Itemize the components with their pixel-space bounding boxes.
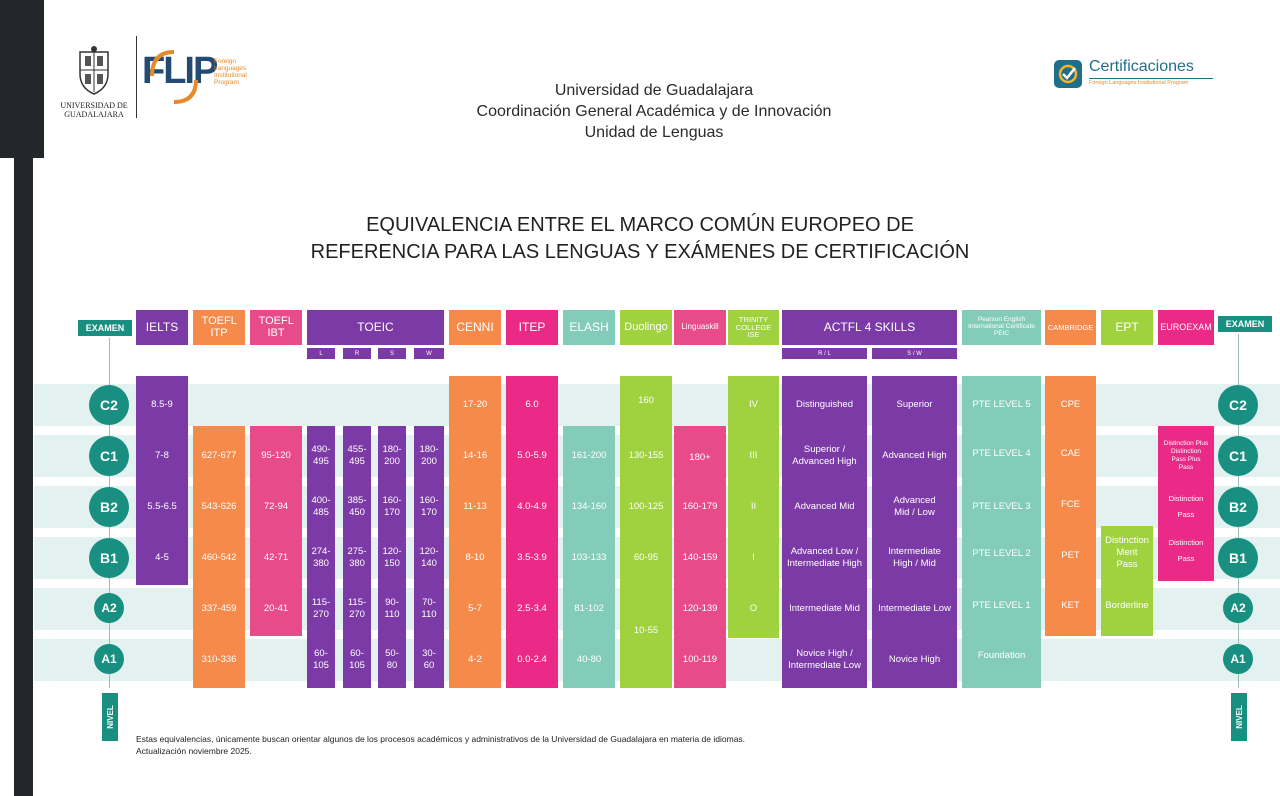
level-a1-right: A1 bbox=[1223, 644, 1253, 674]
cell-toeic-w-a2: 70- 110 bbox=[421, 597, 437, 620]
cell-euroexam-b2: Distinction Pass bbox=[1168, 494, 1204, 519]
header-line-3: Unidad de Lenguas bbox=[584, 124, 724, 141]
cell-pearson-c2: PTE LEVEL 5 bbox=[972, 399, 1031, 410]
level-b2-right: B2 bbox=[1218, 487, 1258, 527]
nivel-tag-right bbox=[1231, 693, 1247, 741]
cell-actfl-sw-b1: Intermediate High / Mid bbox=[888, 546, 941, 569]
header-linguaskill: Linguaskill bbox=[674, 310, 726, 345]
cell-actfl-sw-c2: Superior bbox=[896, 399, 933, 410]
cell-duolingo-b2: 100-125 bbox=[628, 501, 664, 512]
header-euroexam: EUROEXAM bbox=[1158, 310, 1214, 345]
cell-cenni-b1: 8-10 bbox=[465, 552, 485, 563]
cell-duolingo-c2: 160 bbox=[638, 395, 654, 406]
cell-linguaskill-c1: 180+ bbox=[689, 452, 711, 463]
header-toeic: TOEIC bbox=[307, 310, 444, 345]
cell-itep-b1: 3.5-3.9 bbox=[517, 552, 547, 563]
header-itep: ITEP bbox=[506, 310, 558, 345]
cell-toefl-ibt-c1: 95-120 bbox=[261, 450, 291, 461]
level-a2-right: A2 bbox=[1223, 593, 1253, 623]
cell-cenni-c1: 14-16 bbox=[462, 450, 488, 461]
cell-cambridge-c2: CPE bbox=[1060, 399, 1081, 410]
nivel-label-right: NIVEL bbox=[1234, 705, 1244, 729]
cell-trinity-b1: I bbox=[752, 552, 755, 563]
cell-toeic-s-b1: 120- 150 bbox=[382, 546, 402, 569]
level-c1-left: C1 bbox=[89, 436, 129, 476]
cell-linguaskill-a2: 120-139 bbox=[682, 603, 718, 614]
cell-pearson-b2: PTE LEVEL 3 bbox=[972, 501, 1031, 512]
cell-pearson-a2: PTE LEVEL 1 bbox=[972, 600, 1031, 611]
cell-itep-c2: 6.0 bbox=[525, 399, 539, 410]
header-cenni: CENNI bbox=[449, 310, 501, 345]
cell-ielts-c2: 8.5-9 bbox=[151, 399, 173, 410]
title-line-1: EQUIVALENCIA ENTRE EL MARCO COMÚN EUROPEO DE bbox=[366, 214, 914, 236]
cell-elash-c1: 161-200 bbox=[571, 450, 607, 461]
udg-logo bbox=[58, 44, 130, 118]
flip-subtitle bbox=[214, 58, 247, 86]
flip-logo bbox=[142, 46, 272, 106]
nivel-tag-left bbox=[102, 693, 118, 741]
cell-elash-a1: 40-80 bbox=[576, 654, 602, 665]
cell-pearson-a1: Foundation bbox=[977, 650, 1026, 661]
cell-pearson-b1: PTE LEVEL 2 bbox=[972, 548, 1031, 559]
logo-divider bbox=[136, 36, 137, 118]
cell-elash-a2: 81-102 bbox=[574, 603, 604, 614]
cell-actfl-rl-a1: Novice High / Intermediate Low bbox=[788, 648, 861, 671]
udg-name-line2: GUADALAJARA bbox=[64, 110, 124, 119]
cell-ept-a2: Borderline bbox=[1105, 600, 1149, 611]
cell-duolingo-b1: 60-95 bbox=[633, 552, 659, 563]
title-line-2: REFERENCIA PARA LAS LENGUAS Y EXÁMENES DE CERTIFICACIÓN bbox=[310, 241, 970, 263]
cell-toeic-s-a1: 50- 80 bbox=[385, 648, 399, 671]
flip-sub-2: Languages bbox=[214, 65, 247, 72]
cell-euroexam-c1: Distinction Plus Distinction Pass Plus Pass bbox=[1163, 440, 1209, 471]
cell-linguaskill-b2: 160-179 bbox=[682, 501, 718, 512]
udg-crest-icon bbox=[58, 44, 130, 96]
cell-duolingo-c1: 130-155 bbox=[628, 450, 664, 461]
footer-note bbox=[136, 733, 745, 757]
cell-toefl-ibt-b1: 42-71 bbox=[263, 552, 289, 563]
level-b2-left: B2 bbox=[89, 487, 129, 527]
cell-toeic-r-b1: 275- 380 bbox=[347, 546, 367, 569]
check-badge-icon bbox=[1054, 60, 1082, 88]
header-toefl-itp: TOEFL ITP bbox=[193, 310, 245, 345]
cell-cenni-c2: 17-20 bbox=[462, 399, 488, 410]
cell-linguaskill-b1: 140-159 bbox=[682, 552, 718, 563]
cell-itep-a2: 2.5-3.4 bbox=[517, 603, 547, 614]
cell-actfl-rl-b1: Advanced Low / Intermediate High bbox=[787, 546, 862, 569]
cell-pearson-c1: PTE LEVEL 4 bbox=[972, 448, 1031, 459]
cell-trinity-b2: II bbox=[750, 501, 757, 512]
cell-toeic-w-a1: 30- 60 bbox=[422, 648, 436, 671]
level-c2-right: C2 bbox=[1218, 385, 1258, 425]
cell-toeic-l-a1: 60- 105 bbox=[313, 648, 329, 671]
cell-toefl-ibt-b2: 72-94 bbox=[263, 501, 289, 512]
cell-toefl-ibt-a2: 20-41 bbox=[263, 603, 289, 614]
examen-tag-right: EXAMEN bbox=[1218, 316, 1272, 332]
cell-ielts-c1: 7-8 bbox=[155, 450, 169, 461]
toeic-sub-w: W bbox=[414, 348, 444, 359]
level-a1-left: A1 bbox=[94, 644, 124, 674]
cell-cenni-a1: 4-2 bbox=[468, 654, 482, 665]
cell-toeic-w-b1: 120- 140 bbox=[419, 546, 439, 569]
cell-actfl-rl-c1: Superior / Advanced High bbox=[792, 444, 857, 467]
toeic-sub-r: R bbox=[343, 348, 371, 359]
level-a2-left: A2 bbox=[94, 593, 124, 623]
cell-cenni-b2: 11-13 bbox=[463, 501, 487, 512]
cell-ielts-b2: 5.5-6.5 bbox=[147, 501, 177, 512]
header-elash: ELASH bbox=[563, 310, 615, 345]
cell-actfl-sw-a1: Novice High bbox=[888, 654, 941, 665]
header-pearson: Pearson English International Certificate PEIC bbox=[962, 310, 1041, 345]
flip-letters: FLIP bbox=[142, 50, 217, 92]
cell-cenni-a2: 5-7 bbox=[468, 603, 482, 614]
cell-toefl-itp-b2: 543-626 bbox=[201, 501, 237, 512]
cell-euroexam-b1: Distinction Pass bbox=[1168, 538, 1204, 563]
cell-linguaskill-a1: 100-119 bbox=[682, 654, 718, 665]
cell-actfl-rl-a2: Intermediate Mid bbox=[789, 603, 860, 614]
header-ielts: IELTS bbox=[136, 310, 188, 345]
cell-trinity-a2: O bbox=[749, 603, 758, 614]
cert-name: Certificaciones bbox=[1089, 58, 1194, 75]
toeic-sub-l: L bbox=[307, 348, 335, 359]
header-line-1: Universidad de Guadalajara bbox=[554, 82, 754, 99]
cell-toeic-r-c1: 455- 495 bbox=[347, 444, 367, 467]
flip-arrow-icon bbox=[144, 46, 204, 106]
left-dark-bar bbox=[0, 0, 44, 158]
toeic-sub-s: S bbox=[378, 348, 406, 359]
cell-itep-c1: 5.0-5.9 bbox=[517, 450, 547, 461]
actfl-sub-sw: S / W bbox=[872, 348, 957, 359]
cell-itep-a1: 0.0-2.4 bbox=[517, 654, 547, 665]
cell-toeic-l-b2: 400- 485 bbox=[311, 495, 331, 518]
certificaciones-logo bbox=[1054, 58, 1214, 90]
cell-toeic-r-a1: 60- 105 bbox=[349, 648, 365, 671]
cell-toeic-l-b1: 274- 380 bbox=[311, 546, 331, 569]
cell-cambridge-b1: PET bbox=[1061, 550, 1080, 561]
header-trinity: TRINITY COLLEGE ISE bbox=[728, 310, 779, 345]
header-toefl-ibt: TOEFL IBT bbox=[250, 310, 302, 345]
cell-toeic-r-b2: 385- 450 bbox=[347, 495, 367, 518]
cell-actfl-sw-b2: Advanced Mid / Low bbox=[893, 495, 936, 518]
cell-toeic-s-c1: 180- 200 bbox=[382, 444, 402, 467]
flip-sub-4: Program bbox=[214, 79, 239, 86]
cell-actfl-rl-c2: Distinguished bbox=[795, 399, 854, 410]
cell-ept-b1: Distinction Merit Pass bbox=[1105, 535, 1149, 570]
cell-toefl-itp-a1: 310-336 bbox=[201, 654, 237, 665]
cell-toeic-w-b2: 160- 170 bbox=[419, 495, 439, 518]
cell-trinity-c1: III bbox=[749, 450, 758, 461]
cell-toefl-itp-a2: 337-459 bbox=[201, 603, 237, 614]
level-c2-left: C2 bbox=[89, 385, 129, 425]
udg-name-line1: UNIVERSIDAD DE bbox=[60, 101, 128, 110]
cell-actfl-rl-b2: Advanced Mid bbox=[794, 501, 855, 512]
cell-toeic-s-a2: 90- 110 bbox=[384, 597, 400, 620]
cell-toeic-r-a2: 115- 270 bbox=[347, 597, 367, 620]
header-duolingo: Duolingo bbox=[620, 310, 672, 345]
cell-cambridge-c1: CAE bbox=[1060, 448, 1081, 459]
cell-duolingo-a2-a1: 10-55 bbox=[633, 625, 659, 636]
cell-toeic-w-c1: 180- 200 bbox=[419, 444, 439, 467]
cell-toeic-l-a2: 115- 270 bbox=[311, 597, 331, 620]
header-ept: EPT bbox=[1101, 310, 1153, 345]
cell-toeic-l-c1: 490- 495 bbox=[311, 444, 331, 467]
level-c1-right: C1 bbox=[1218, 436, 1258, 476]
cell-trinity-c2: IV bbox=[749, 399, 758, 410]
examen-tag-left: EXAMEN bbox=[78, 320, 132, 336]
cell-elash-b2: 134-160 bbox=[571, 501, 607, 512]
level-b1-right: B1 bbox=[1218, 538, 1258, 578]
cell-ielts-b1: 4-5 bbox=[155, 552, 169, 563]
note-line-1: Estas equivalencias, únicamente buscan orientar algunos de los procesos académicos y administrativos de la Universidad de Guadalajara en materia de idiomas. bbox=[136, 734, 746, 744]
header-actfl: ACTFL 4 SKILLS bbox=[782, 310, 957, 345]
cell-toefl-itp-c1: 627-677 bbox=[201, 450, 237, 461]
cell-elash-b1: 103-133 bbox=[571, 552, 607, 563]
cell-cambridge-b2: FCE bbox=[1061, 499, 1080, 510]
flip-sub-3: Institutional bbox=[214, 72, 247, 79]
cell-cambridge-a2: KET bbox=[1061, 600, 1080, 611]
note-line-2: Actualización noviembre 2025. bbox=[136, 746, 252, 756]
header-cambridge: CAMBRIDGE bbox=[1045, 310, 1096, 345]
header-line-2: Coordinación General Académica y de Innovación bbox=[476, 103, 832, 120]
flip-sub-1: Foreign bbox=[214, 58, 237, 65]
cell-actfl-sw-c1: Advanced High bbox=[882, 450, 947, 461]
cell-toeic-s-b2: 160- 170 bbox=[382, 495, 402, 518]
left-dark-strip bbox=[14, 158, 33, 796]
cell-itep-b2: 4.0-4.9 bbox=[517, 501, 547, 512]
nivel-label-left: NIVEL bbox=[105, 705, 115, 729]
cell-toefl-itp-b1: 460-542 bbox=[201, 552, 237, 563]
cert-subtitle: Foreign Languages Institutional Program bbox=[1089, 78, 1213, 86]
cell-actfl-sw-a2: Intermediate Low bbox=[878, 603, 951, 614]
actfl-sub-rl: R / L bbox=[782, 348, 867, 359]
level-b1-left: B1 bbox=[89, 538, 129, 578]
